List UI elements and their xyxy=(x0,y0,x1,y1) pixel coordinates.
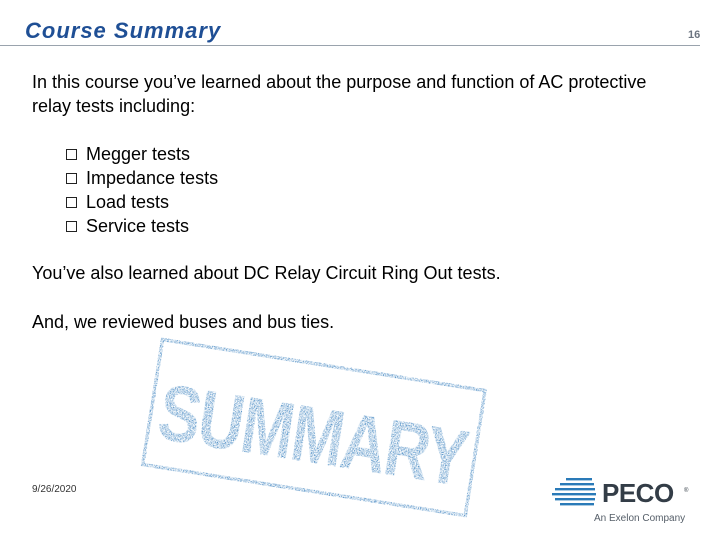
peco-stripes-icon xyxy=(552,477,602,509)
list-item-label: Service tests xyxy=(86,216,190,236)
list-item xyxy=(66,166,218,190)
dc-relay-paragraph: You’ve also learned about DC Relay Circuit Ring Out tests. xyxy=(32,263,501,283)
slide-title: Course Summary xyxy=(25,18,222,43)
stamp-text: SUMMARY xyxy=(152,366,559,517)
list-item xyxy=(66,142,218,166)
intro-text: In this course you’ve learned about the purpose and function of AC protective relay tests including: xyxy=(32,72,647,116)
registered-mark: ® xyxy=(684,488,689,494)
summary-stamp-image xyxy=(120,348,559,518)
list-item xyxy=(66,190,218,214)
title-divider xyxy=(0,45,700,46)
list-item-label: Impedance tests xyxy=(86,168,219,188)
buses-paragraph: And, we reviewed buses and bus ties. xyxy=(32,312,335,332)
list-item xyxy=(66,214,218,238)
checkbox-bullet-icon xyxy=(66,149,77,160)
slide-date: 9/26/2020 xyxy=(32,484,77,495)
logo-tagline: An Exelon Company xyxy=(594,513,686,524)
logo-name: PECO xyxy=(602,478,674,508)
page-number: 16 xyxy=(688,29,701,41)
peco-logo xyxy=(552,474,702,530)
checkbox-bullet-icon xyxy=(66,197,77,208)
test-list xyxy=(66,142,218,238)
checkbox-bullet-icon xyxy=(66,221,77,232)
list-item-label: Megger tests xyxy=(86,144,191,164)
checkbox-bullet-icon xyxy=(66,173,77,184)
list-item-label: Load tests xyxy=(86,192,170,212)
